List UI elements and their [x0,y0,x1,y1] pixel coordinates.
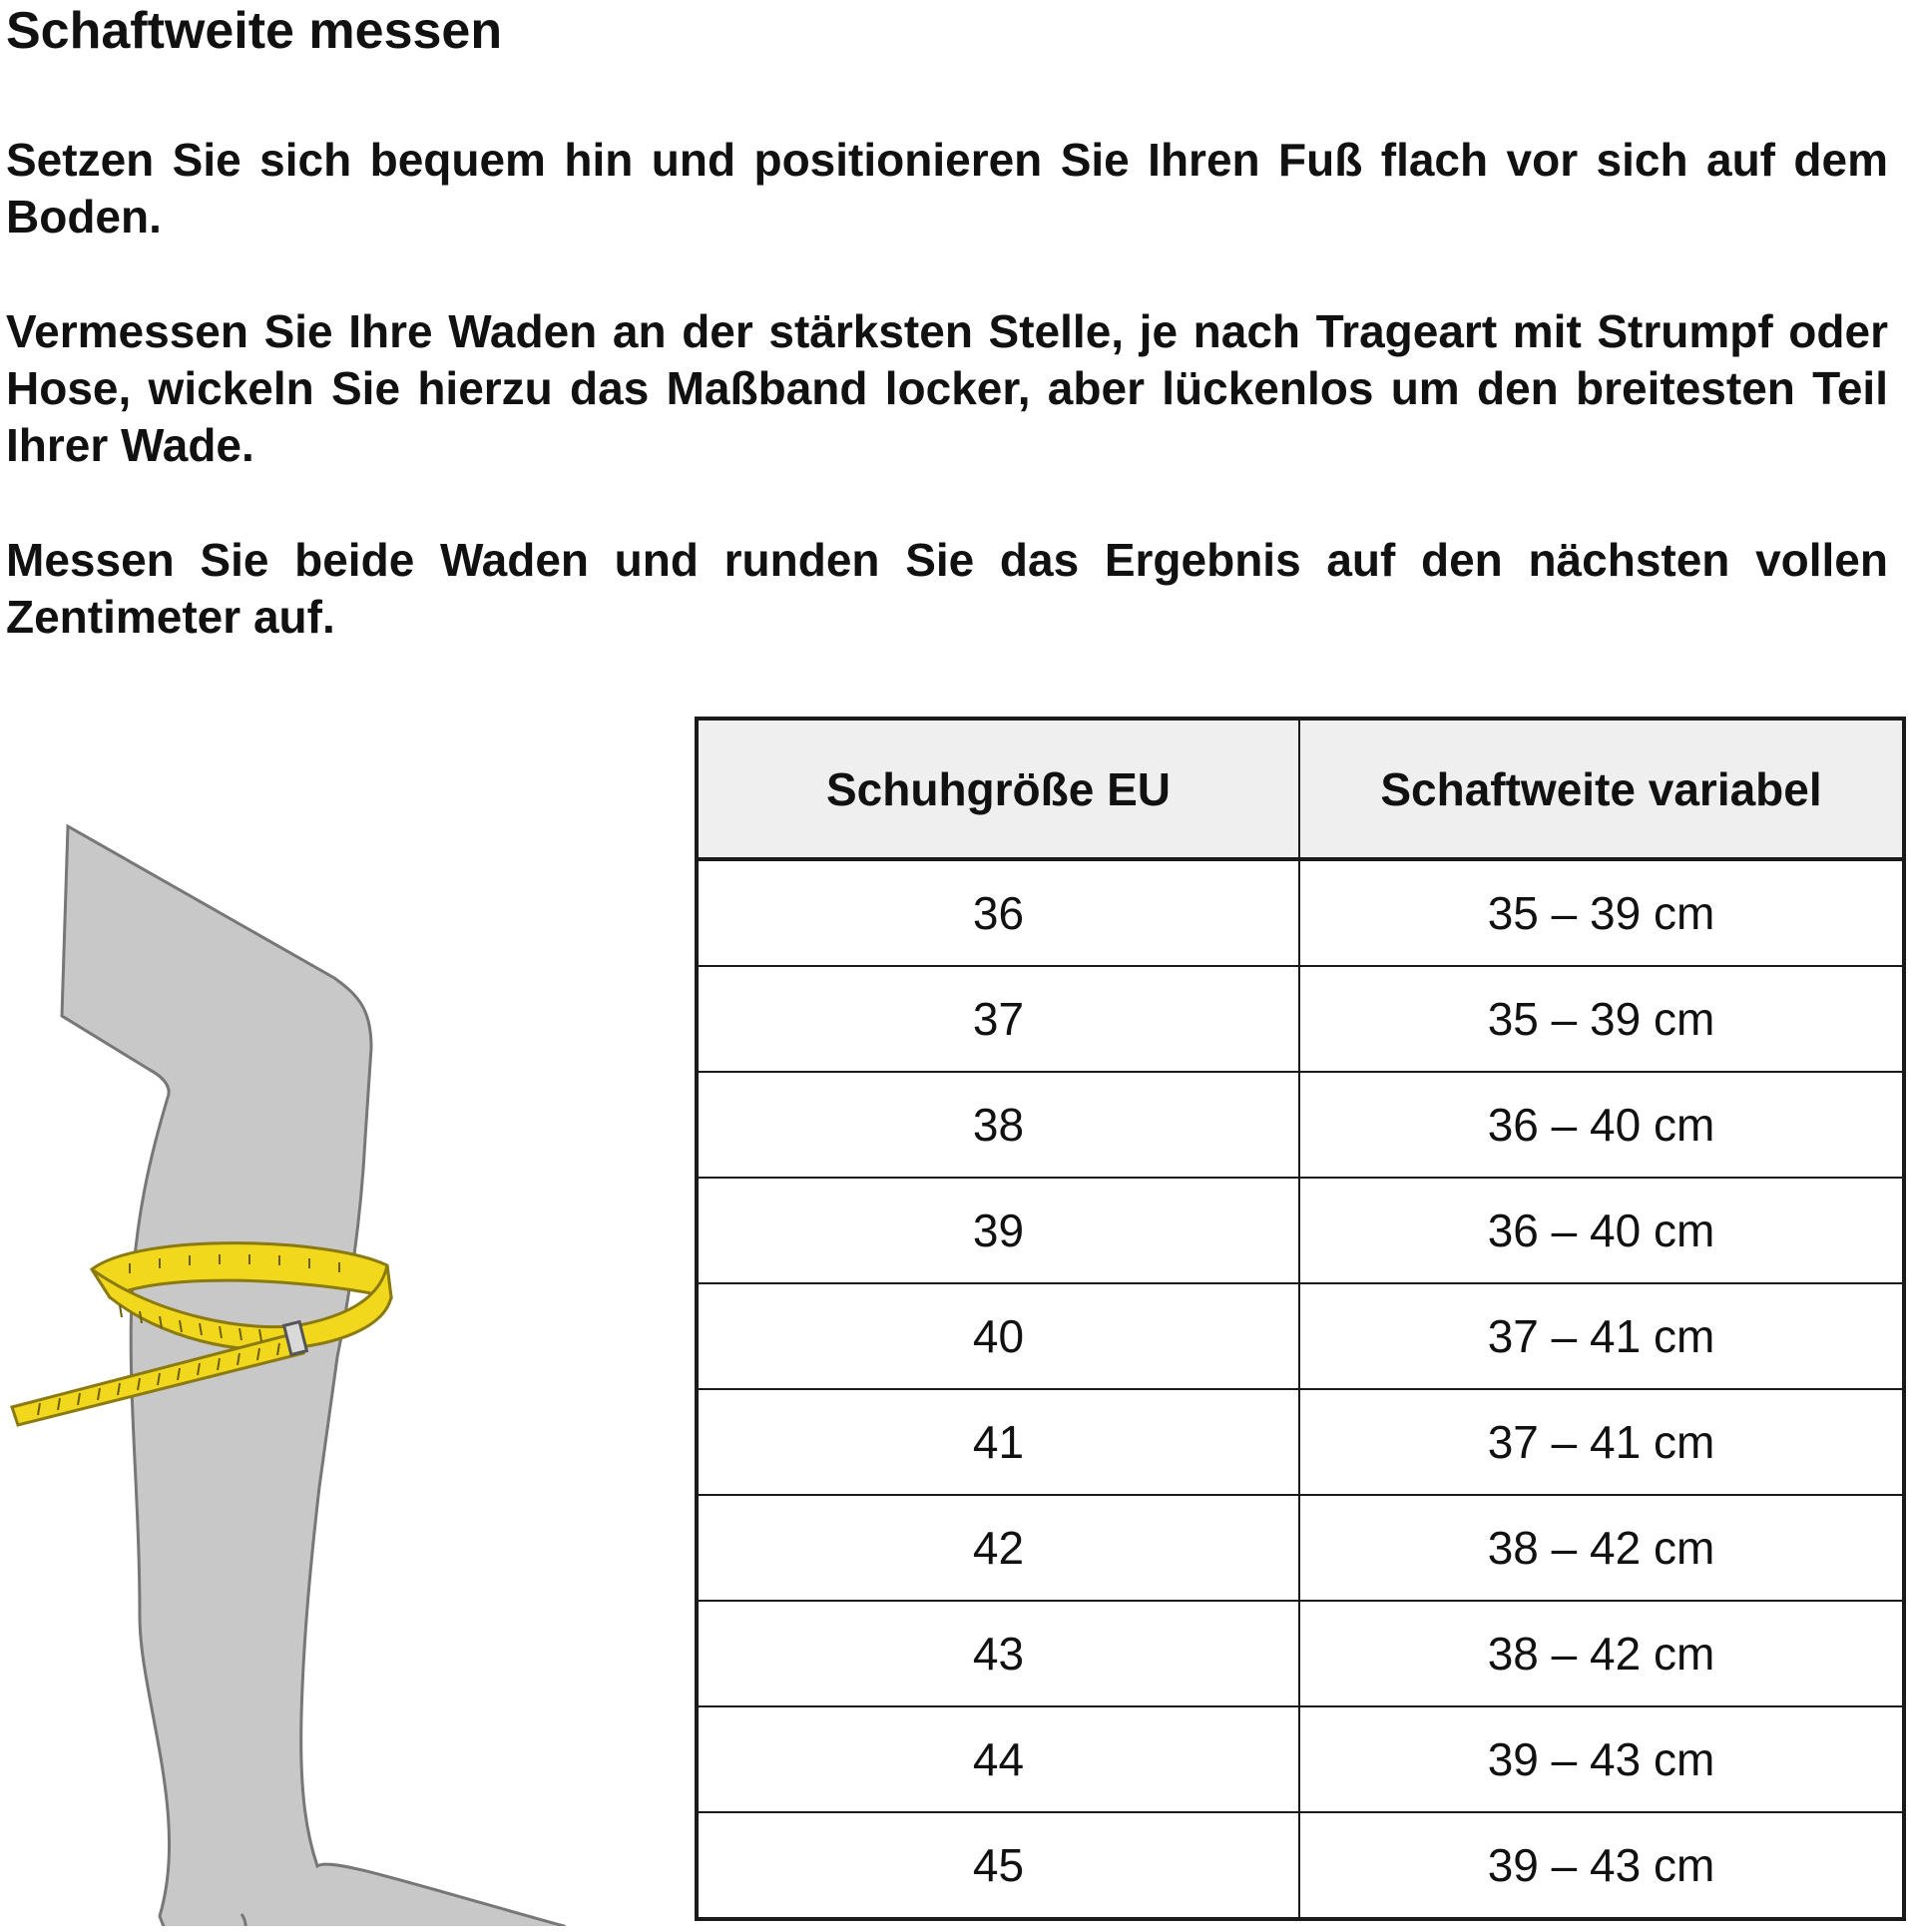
instruction-paragraph-2: Vermessen Sie Ihre Waden an der stärksten Stelle, je nach Trageart mit Strumpf oder Hose, wickeln Sie hierzu das Maßband locker, aber lückenlos um den breitesten Teil Ihrer Wade. [6,305,1888,471]
table-row [697,859,1904,966]
shaft-width-cell: 37 – 41 cm [1299,1389,1904,1495]
shoe-size-cell: 42 [697,1495,1299,1601]
shoe-size-cell: 44 [697,1706,1299,1812]
shaft-width-cell: 39 – 43 cm [1299,1706,1904,1812]
leg-with-measuring-tape-icon [0,798,619,1926]
shoe-size-cell: 37 [697,966,1299,1072]
table-row [697,1178,1904,1283]
shoe-size-cell: 45 [697,1812,1299,1919]
shaft-width-cell: 35 – 39 cm [1299,859,1904,966]
shoe-size-cell: 40 [697,1283,1299,1389]
shoe-size-cell: 43 [697,1601,1299,1706]
shoe-size-cell: 39 [697,1178,1299,1283]
table-row [697,1812,1904,1919]
page-title: Schaftweite messen [6,2,503,60]
shaft-width-cell: 36 – 40 cm [1299,1072,1904,1178]
shaft-width-cell: 36 – 40 cm [1299,1178,1904,1283]
table-row [697,1072,1904,1178]
table-row [697,966,1904,1072]
table-row [697,1389,1904,1495]
header-shoe-size: Schuhgröße EU [697,719,1299,859]
header-shaft-width: Schaftweite variabel [1299,719,1904,859]
shaft-width-table [695,717,1906,1921]
shaft-width-cell: 38 – 42 cm [1299,1601,1904,1706]
table-row [697,1495,1904,1601]
table-header-row [697,719,1904,859]
table-row [697,1706,1904,1812]
instruction-paragraph-1: Setzen Sie sich bequem hin und positionieren Sie Ihren Fuß flach vor sich auf dem Boden. [6,134,1888,242]
shoe-size-cell: 38 [697,1072,1299,1178]
shoe-size-cell: 36 [697,859,1299,966]
shaft-width-cell: 38 – 42 cm [1299,1495,1904,1601]
table-row [697,1601,1904,1706]
shaft-width-cell: 39 – 43 cm [1299,1812,1904,1919]
table-row [697,1283,1904,1389]
shaft-width-cell: 37 – 41 cm [1299,1283,1904,1389]
shaft-width-cell: 35 – 39 cm [1299,966,1904,1072]
instruction-paragraph-3: Messen Sie beide Waden und runden Sie das Ergebnis auf den nächsten vollen Zentimeter auf. [6,534,1888,643]
shoe-size-cell: 41 [697,1389,1299,1495]
